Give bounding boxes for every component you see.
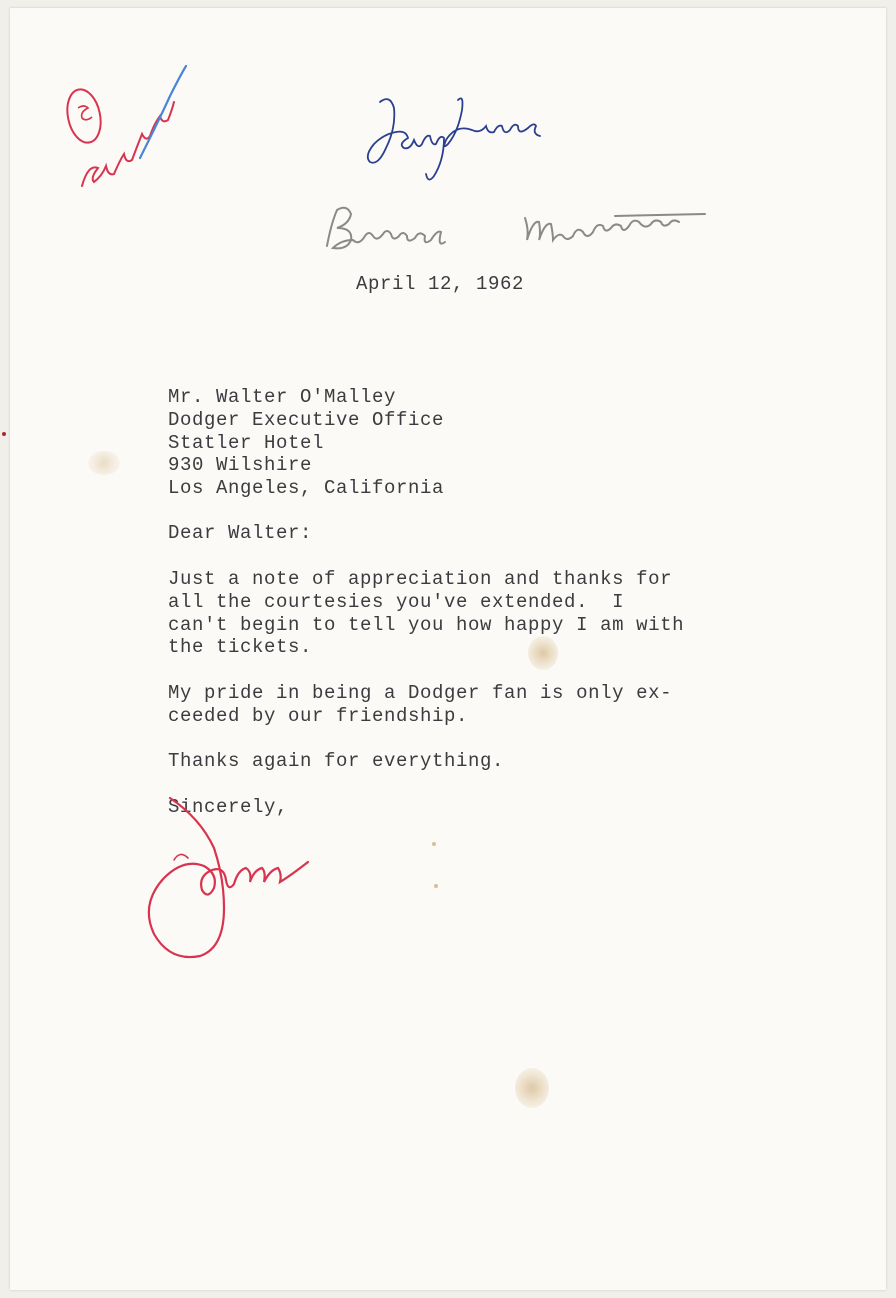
pencil-note	[315, 198, 745, 268]
body-paragraph-2	[168, 682, 672, 728]
body-paragraph-1	[168, 568, 684, 659]
address-line: Mr. Walter O'Malley	[168, 386, 397, 408]
paragraph-line: all the courtesies you've extended. I	[168, 590, 625, 613]
address-line: Statler Hotel	[168, 431, 325, 454]
paper-speck	[432, 842, 436, 846]
address-line: 930 Wilshire	[168, 454, 313, 477]
salutation: Dear Walter:	[168, 522, 313, 544]
paragraph-line: ceeded by our friendship.	[168, 704, 469, 727]
paragraph-line: Just a note of appreciation and thanks for	[168, 568, 673, 590]
address-line: Los Angeles, California	[168, 477, 445, 500]
recipient-address	[168, 386, 444, 500]
letter-page	[10, 8, 886, 1290]
paper-speck	[434, 884, 438, 888]
address-line: Dodger Executive Office	[168, 408, 445, 431]
blue-ink-signature	[362, 88, 552, 188]
paragraph-line: My pride in being a Dodger fan is only ex-	[168, 682, 673, 704]
paper-stain	[528, 636, 558, 670]
paper-speck	[2, 432, 6, 436]
closing: Sincerely,	[168, 796, 289, 818]
paragraph-line: can't begin to tell you how happy I am with	[168, 613, 685, 636]
paragraph-line: the tickets.	[168, 636, 313, 659]
red-pencil-note	[62, 38, 202, 208]
letter-date: April 12, 1962	[356, 273, 525, 295]
body-paragraph-3: Thanks again for everything.	[168, 750, 505, 772]
red-signature	[142, 786, 342, 976]
paper-stain	[88, 451, 120, 475]
paper-stain	[515, 1068, 549, 1108]
